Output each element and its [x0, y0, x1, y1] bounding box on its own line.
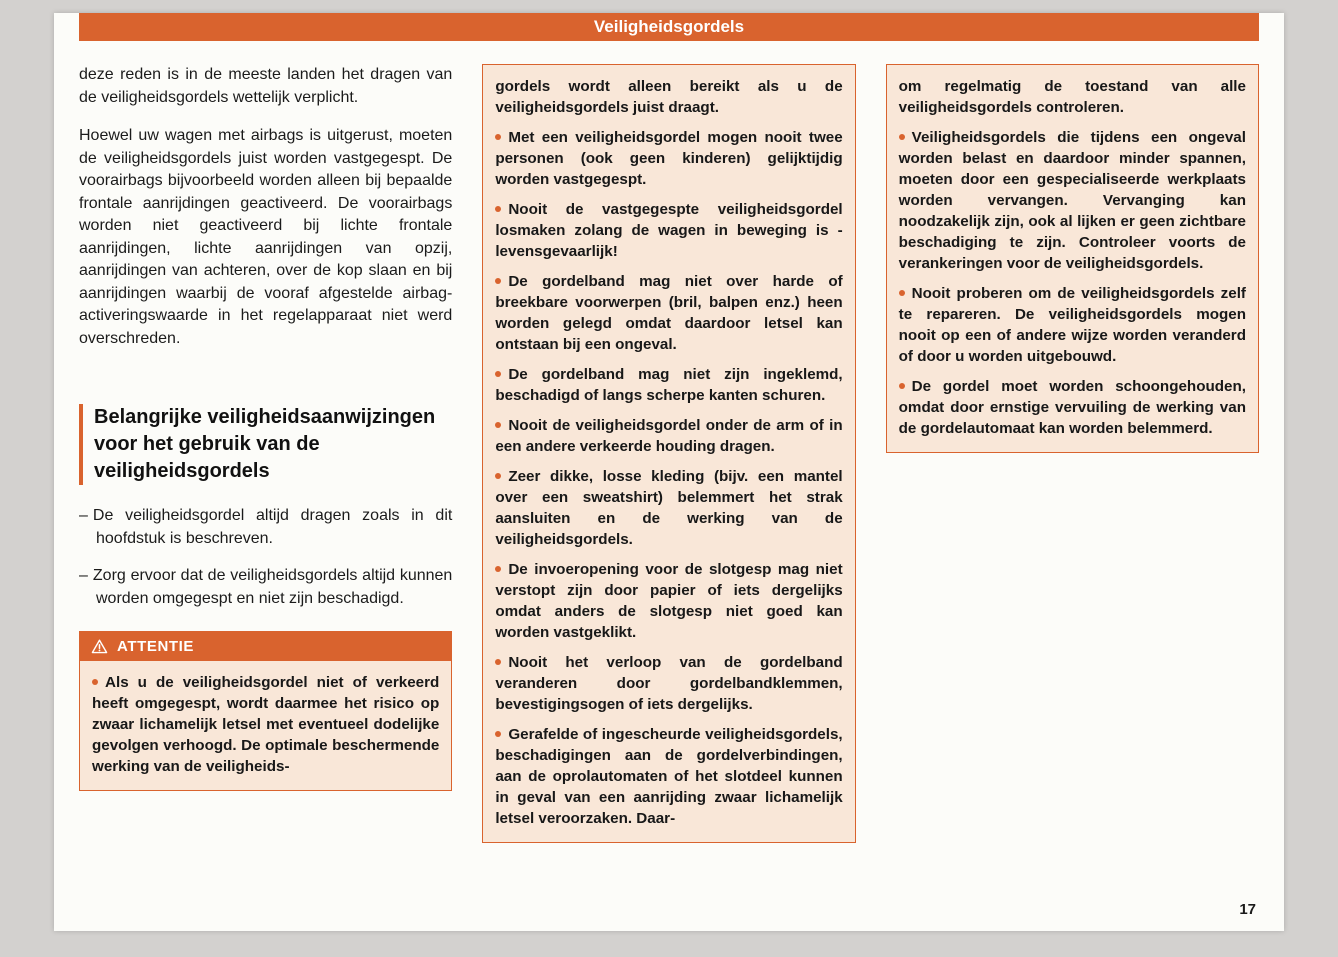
bullet-dot-icon	[899, 134, 905, 140]
warning-item-text: Nooit de veiligheidsgordel onder de arm of in een andere verkeerde houding dragen.	[495, 417, 843, 455]
manual-page	[54, 13, 1284, 931]
warning-item	[495, 199, 842, 262]
column-middle	[482, 64, 855, 843]
warning-item	[495, 127, 842, 190]
paragraph: Hoewel uw wagen met airbags is uitgerust, moeten de veiligheidsgordels juist worden vastgegespt. De voorairbags bijvoorbeeld worden alleen bij bepaalde frontale aanrijdingen geactiveerd. De voorairbags worden niet geactiveerd bij lichte frontale aanrijdingen, lichte aanrijdingen van opzij, aanrijdingen van achteren, over de kop slaan en bij aanrijdingen waarbij de vooraf afgestelde airbag-activeringswaarde in het regelapparaat niet werd overschreden.	[79, 127, 453, 347]
warning-box-body	[79, 661, 452, 791]
bullet-dot-icon	[495, 371, 501, 377]
list-item	[79, 505, 452, 550]
warning-item-text: Nooit het verloop van de gordelband veranderen door gordelbandklemmen, bevestigingsogen of iets dergelijks.	[495, 654, 843, 713]
warning-item-text: De gordelband mag niet over harde of breekbare voorwerpen (bril, balpen enz.) heen worden gelegd omdat daardoor letsel kan ontstaan bij een ongeval.	[495, 273, 843, 353]
bullet-dot-icon	[495, 278, 501, 284]
bullet-dot-icon	[899, 383, 905, 389]
warning-continuation-text: om regelmatig de toestand van alle veiligheidsgordels controleren.	[898, 78, 1246, 116]
paragraph: deze reden is in de meeste landen het dragen van de veiligheidsgordels wettelijk verplicht.	[79, 66, 453, 106]
warning-item-text: Als u de veiligheidsgordel niet of verkeerd heeft omgegespt, wordt daarmee het risico op zwaar lichamelijk letsel met eventueel dodelijke gevolgen verhoogd. De optimale beschermende werking van de veiligheids-	[92, 674, 440, 775]
column-left	[79, 64, 452, 843]
section-heading: Belangrijke veiligheidsaanwijzingen voor het gebruik van de veiligheidsgordels	[79, 404, 452, 485]
warning-item-text: De gordel moet worden schoongehouden, omdat door ernstige vervuiling de werking van de gordelautomaat kan worden belemmerd.	[898, 378, 1246, 437]
warning-item-text: De invoeropening voor de slotgesp mag niet verstopt zijn door papier of iets dergelijks omdat anders de slotgesp niet goed kan worden vastgeklikt.	[495, 561, 843, 641]
warning-item-text: De gordelband mag niet zijn ingeklemd, beschadigd of langs scherpe kanten schuren.	[495, 366, 843, 404]
warning-item	[92, 672, 439, 777]
warning-item	[495, 724, 842, 829]
dash-marker: –	[79, 567, 88, 584]
bullet-dot-icon	[495, 659, 501, 665]
warning-box-continued	[482, 64, 855, 843]
bullet-dot-icon	[495, 731, 501, 737]
list-item	[79, 565, 452, 610]
page-number: 17	[1239, 901, 1256, 918]
warning-item	[495, 364, 842, 406]
bullet-dot-icon	[495, 473, 501, 479]
chapter-header-bar	[79, 13, 1259, 41]
warning-item	[495, 271, 842, 355]
column-right	[886, 64, 1259, 843]
warning-item-text: Met een veiligheidsgordel mogen nooit twee personen (ook geen kinderen) gelijktijdig worden vastgegespt.	[495, 129, 843, 188]
list-item-text: Zorg ervoor dat de veiligheidsgordels altijd kunnen worden omgegespt en niet zijn beschadigd.	[92, 567, 453, 607]
warning-box-header	[79, 631, 452, 661]
warning-item	[899, 283, 1246, 367]
warning-item-text: Gerafelde of ingescheurde veiligheidsgordels, beschadigingen aan de gordelverbindingen, aan de oprolautomaten of het slotdeel kunnen in geval van een aanrijding zwaar lichamelijk letsel veroorzaken. Daar-	[495, 726, 843, 827]
page-content	[54, 41, 1284, 843]
dash-marker: –	[79, 507, 88, 524]
warning-item	[495, 466, 842, 550]
page-title: Veiligheidsgordels	[593, 17, 745, 36]
warning-item	[495, 559, 842, 643]
list-item-text: De veiligheidsgordel altijd dragen zoals in dit hoofdstuk is beschreven.	[92, 507, 453, 547]
warning-item	[495, 415, 842, 457]
warning-item-text: Zeer dikke, losse kleding (bijv. een mantel over een sweatshirt) belemmert het strak aansluiten en de werking van de veiligheidsgordels.	[495, 468, 843, 548]
bullet-dot-icon	[495, 206, 501, 212]
warning-title: ATTENTIE	[117, 637, 195, 655]
warning-triangle-icon	[91, 638, 108, 655]
warning-item-text: Nooit de vastgegespte veiligheidsgordel losmaken zolang de wagen in beweging is - levensgevaarlijk!	[495, 201, 843, 260]
bullet-dot-icon	[92, 679, 98, 685]
warning-item	[899, 376, 1246, 439]
warning-item-text: Veiligheidsgordels die tijdens een ongeval worden belast en daardoor minder spannen, moeten door een gespecialiseerde werkplaats worden vervangen. Vervanging kan noodzakelijk zijn, ook al lijken er geen zichtbare beschadiging te zijn. Controleer voorts de verankeringen voor de veiligheidsgordels.	[898, 129, 1246, 272]
warning-item	[495, 652, 842, 715]
bullet-dot-icon	[495, 422, 501, 428]
warning-box-continued	[886, 64, 1259, 453]
warning-continuation-text: gordels wordt alleen bereikt als u de veiligheidsgordels juist draagt.	[495, 78, 843, 116]
bullet-dot-icon	[495, 134, 501, 140]
bullet-dot-icon	[495, 566, 501, 572]
warning-item	[899, 127, 1246, 274]
bullet-dot-icon	[899, 290, 905, 296]
warning-item-text: Nooit proberen om de veiligheidsgordels zelf te repareren. De veiligheidsgordels mogen nooit op een of andere wijze worden veranderd of door u worden uitgebouwd.	[898, 285, 1246, 365]
warning-box	[79, 631, 452, 791]
